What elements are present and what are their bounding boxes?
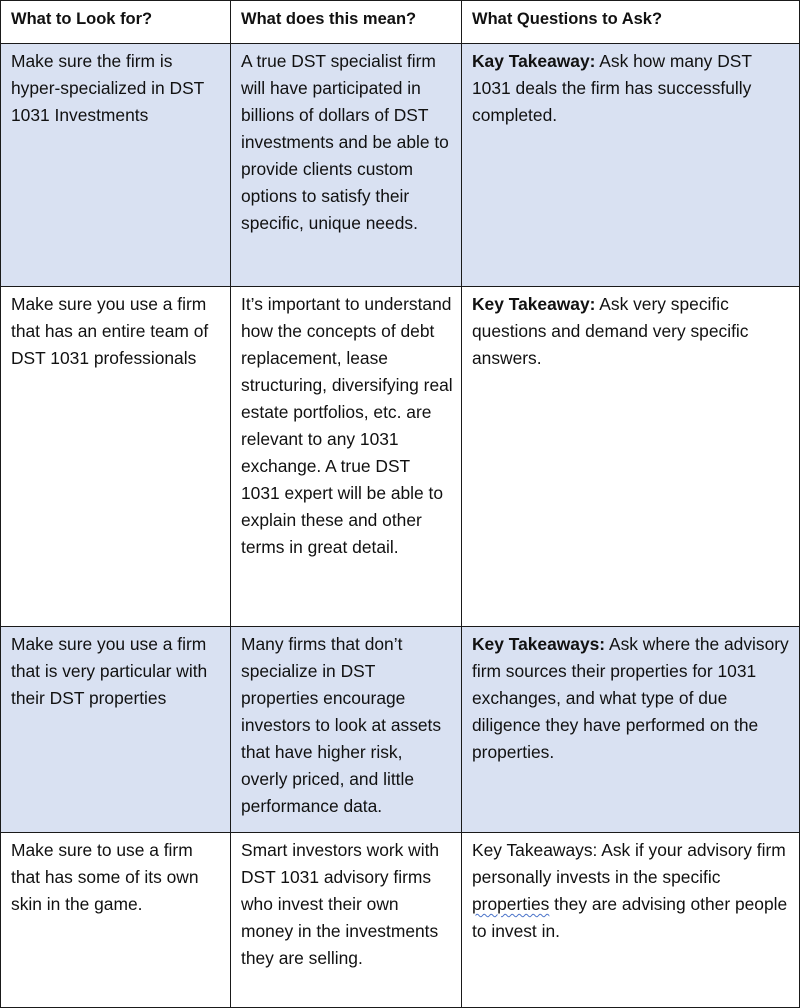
- cell-look-for: Make sure you use a firm that is very particular with their DST properties: [1, 627, 231, 833]
- question-lead: Kay Takeaway:: [472, 51, 596, 71]
- table-row: [1, 833, 800, 1008]
- header-what-questions-to-ask: What Questions to Ask?: [462, 1, 800, 44]
- table-row: [1, 287, 800, 627]
- question-text-before: Key Takeaways: Ask if your advisory firm personally invests in the specific: [472, 840, 786, 887]
- table-row: [1, 627, 800, 833]
- question-lead: Key Takeaways:: [472, 634, 606, 654]
- header-what-to-look-for: What to Look for?: [1, 1, 231, 44]
- cell-meaning: It’s important to understand how the concepts of debt replacement, lease structuring, diversifying real estate portfolios, etc. are relevant to any 1031 exchange. A true DST 1031 expert will be able to explain these and other terms in great detail.: [231, 287, 462, 627]
- question-lead: Key Takeaway:: [472, 294, 596, 314]
- cell-question: [462, 44, 800, 287]
- question-text-after: they are advising other people to invest in.: [472, 894, 788, 941]
- cell-meaning: A true DST specialist firm will have participated in billions of dollars of DST investments and be able to provide clients custom options to satisfy their specific, unique needs.: [231, 44, 462, 287]
- cell-meaning: Many firms that don’t specialize in DST properties encourage investors to look at assets that have higher risk, overly priced, and little performance data.: [231, 627, 462, 833]
- table-row: [1, 44, 800, 287]
- question-text: Ask how many DST 1031 deals the firm has successfully completed.: [472, 51, 752, 125]
- question-text: Ask where the advisory firm sources their properties for 1031 exchanges, and what type of due diligence they have performed on the properties.: [472, 634, 789, 762]
- spellcheck-marked-word: properties: [472, 894, 550, 914]
- header-row: [1, 1, 800, 44]
- cell-look-for: Make sure you use a firm that has an entire team of DST 1031 professionals: [1, 287, 231, 627]
- cell-meaning: Smart investors work with DST 1031 advisory firms who invest their own money in the investments they are selling.: [231, 833, 462, 1008]
- cell-question: [462, 833, 800, 1008]
- question-text: Ask very specific questions and demand very specific answers.: [472, 294, 749, 368]
- cell-look-for: Make sure to use a firm that has some of its own skin in the game.: [1, 833, 231, 1008]
- cell-question: [462, 627, 800, 833]
- cell-look-for: Make sure the firm is hyper-specialized in DST 1031 Investments: [1, 44, 231, 287]
- header-what-does-this-mean: What does this mean?: [231, 1, 462, 44]
- cell-question: [462, 287, 800, 627]
